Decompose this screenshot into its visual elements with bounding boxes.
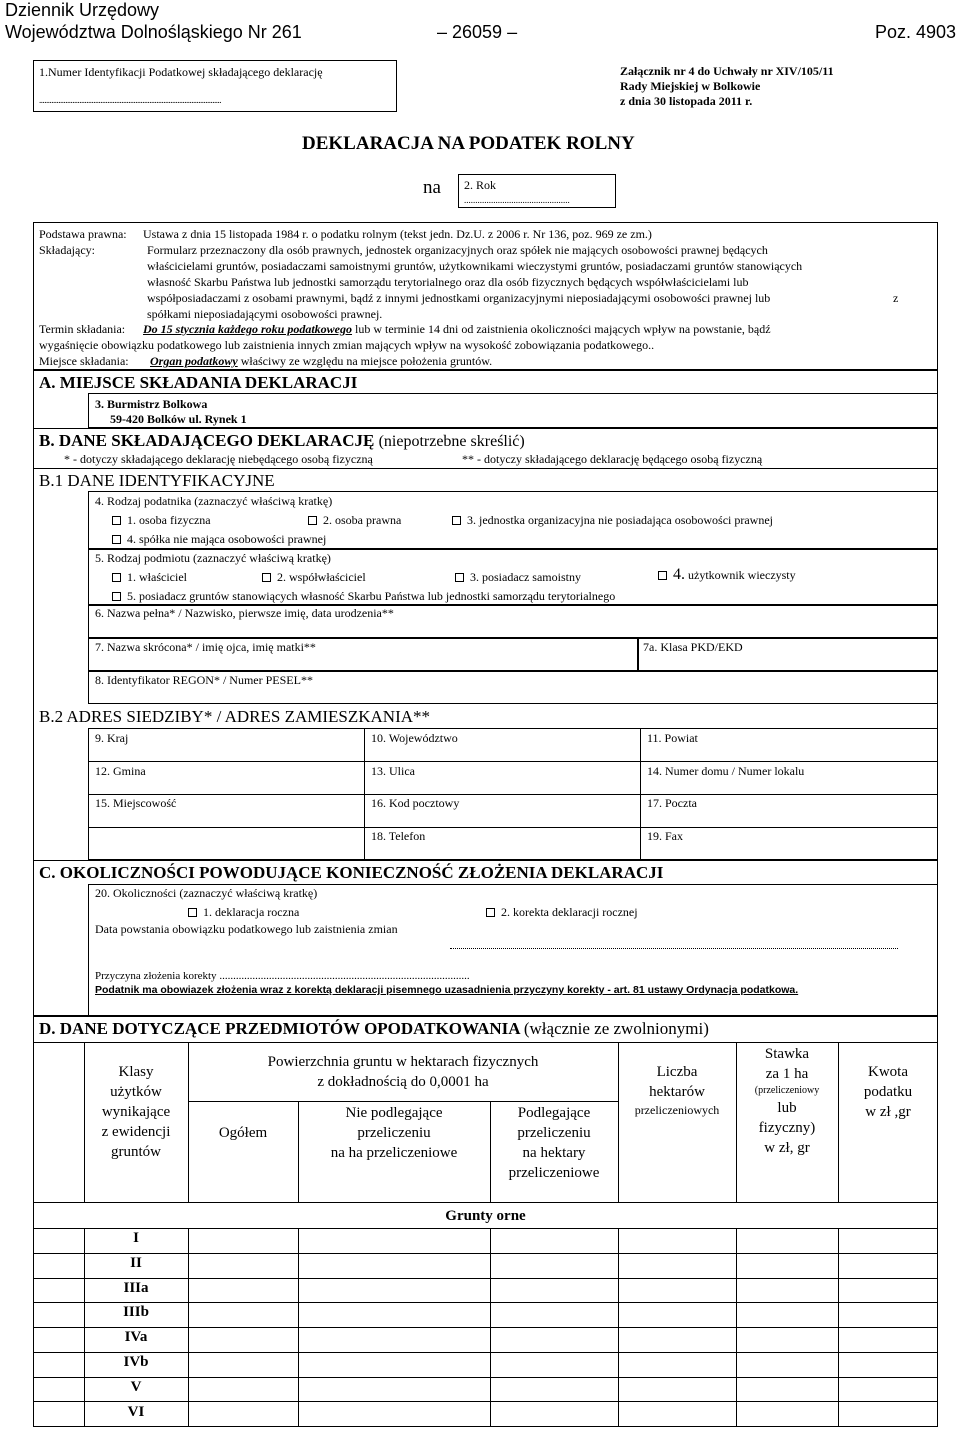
section-c-title: C. OKOLICZNOŚCI POWODUJĄCE KONIECZNOŚĆ ZŁOŻENIA DEKLARACJI (39, 863, 664, 882)
filer-z: z (893, 291, 899, 305)
county-field[interactable]: 11. Powiat (647, 731, 698, 745)
house-number-field[interactable]: 14. Numer domu / Numer lokalu (647, 764, 805, 778)
section-b-note2: ** - dotyczy składającego deklarację będącego osobą fizyczną (462, 452, 763, 466)
header-line: Stawka (764, 1046, 810, 1062)
option-label: 5. posiadacz gruntów stanowiących własność Skarbu Państwa lub jednostki samorządu terytorialnego (127, 589, 616, 603)
section-d-title (39, 1020, 709, 1038)
obligation-date-line[interactable] (450, 948, 898, 949)
deadline-text (143, 322, 771, 336)
deadline-rest: lub w terminie 14 dni od zaistnienia okoliczności mających wpływ na powstanie, bądź (352, 322, 771, 336)
option-label: 1. właściciel (127, 570, 187, 584)
divider (33, 428, 938, 429)
section-b-note1: * - dotyczy składającego deklarację niebędącego osobą fizyczną (64, 452, 373, 466)
option-label: użytkownik wieczysty (688, 568, 796, 582)
header-line: lub (777, 1100, 797, 1116)
header-hectares (618, 1062, 736, 1118)
deadline-label: Termin składania: (39, 322, 126, 336)
header-line: Klasy (118, 1064, 154, 1080)
country-field[interactable]: 9. Kraj (95, 731, 129, 745)
year-na: na (423, 177, 441, 198)
header-line: z ewidencji (101, 1124, 171, 1140)
divider (33, 1202, 938, 1203)
divider (88, 794, 938, 795)
header-not-converted (298, 1103, 490, 1163)
circumstances-field (88, 884, 938, 1016)
voivodeship-title: Województwa Dolnośląskiego Nr 261 (5, 22, 302, 42)
section-b1-title: B.1 DANE IDENTYFIKACYJNE (39, 471, 275, 490)
entity-option-1[interactable] (112, 570, 187, 584)
entity-type-label: 5. Rodzaj podmiotu (zaznaczyć właściwą kratkę) (95, 551, 331, 565)
option-number: 4. (673, 566, 685, 583)
entity-option-4[interactable] (658, 568, 796, 582)
header-total: Ogółem (218, 1125, 268, 1141)
full-name-label: 6. Nazwa pełna* / Nazwisko, pierwsze imię, data urodzenia** (95, 606, 394, 620)
filer-line: własność Skarbu Państwa lub jednostki samorządu terytorialnego oraz dla osób fizycznych będących współwłaścicielami lub (147, 275, 749, 289)
section-d-title-note: (włącznie ze zwolnionymi) (523, 1019, 709, 1038)
checkbox[interactable] (188, 908, 197, 917)
section-b-title-text: B. DANE SKŁADAJĄCEGO DEKLARACJĘ (39, 431, 375, 450)
entity-option-3[interactable] (455, 570, 581, 584)
filer-line: współposiadaczami z osobami prawnymi, bądź z innymi jednostkami organizacyjnymi nieposiadającymi osobowości prawnej lub (147, 291, 771, 305)
divider (33, 860, 938, 861)
divider (640, 728, 641, 860)
header-line: z dokładnością do 0,0001 ha (317, 1074, 489, 1090)
annual-declaration-option[interactable] (188, 905, 299, 919)
header-classes (84, 1062, 188, 1162)
class-row-label: IVa (124, 1329, 148, 1345)
section-a-title: A. MIEJSCE SKŁADANIA DEKLARACJI (39, 373, 358, 392)
place-emphasis: Organ podatkowy (150, 354, 238, 368)
journal-title: Dziennik Urzędowy (5, 0, 160, 20)
header-line: za 1 ha (765, 1066, 809, 1082)
divider (88, 761, 938, 762)
divider (33, 1327, 938, 1328)
checkbox[interactable] (658, 571, 667, 580)
year-box[interactable] (458, 174, 616, 208)
correction-note: Podatnik ma obowiazek złożenia wraz z korektą deklaracji pisemnego uzasadnienia przyczyny korekty - art. 81 ustawy Ordynacja podatkowa. (95, 984, 799, 996)
taxpayer-option-1[interactable] (112, 513, 211, 527)
basis-label: Podstawa prawna: (39, 227, 127, 241)
section-d-title-text: D. DANE DOTYCZĄCE PRZEDMIOTÓW OPODATKOWANIA (39, 1019, 520, 1038)
header-line: Podlegające (517, 1105, 591, 1121)
option-label: 2. korekta deklaracji rocznej (501, 905, 638, 919)
divider (364, 728, 365, 860)
section-b-title (39, 432, 525, 451)
class-row-label: IIIa (123, 1280, 149, 1296)
class-row-label: IVb (123, 1354, 149, 1370)
city-field[interactable]: 15. Miejscowość (95, 796, 177, 810)
phone-field[interactable]: 18. Telefon (371, 829, 426, 843)
option-label: 4. spółka nie mająca osobowości prawnej (127, 532, 327, 546)
short-name-label: 7. Nazwa skrócona* / imię ojca, imię matki** (95, 640, 316, 654)
header-area (188, 1052, 618, 1092)
deadline-emphasis: Do 15 stycznia każdego roku podatkowego (143, 322, 353, 336)
taxpayer-option-2[interactable] (308, 513, 401, 527)
header-line: (przeliczeniowy (754, 1085, 820, 1096)
header-line: na ha przeliczeniowe (330, 1145, 458, 1161)
class-row-label: V (130, 1379, 142, 1395)
divider (33, 468, 938, 469)
class-row-label: VI (127, 1404, 145, 1420)
divider (33, 1253, 938, 1254)
checkbox[interactable] (112, 573, 121, 582)
deadline-line2: wygaśnięcie obowiązku podatkowego lub zaistnienia innych zmian mających wpływ na wysokość zobowiązania podatkowego.. (39, 338, 655, 352)
place-text (150, 354, 492, 368)
checkbox[interactable] (486, 908, 495, 917)
section-b-title-note: (niepotrzebne skreślić) (378, 433, 525, 450)
entity-option-5[interactable] (112, 589, 615, 603)
attachment-line1: Załącznik nr 4 do Uchwały nr XIV/105/11 (620, 64, 834, 78)
divider (188, 1101, 618, 1102)
header-line: na hektary (522, 1145, 586, 1161)
fax-field[interactable]: 19. Fax (647, 829, 683, 843)
option-label: 1. osoba fizyczna (127, 513, 211, 527)
basis-text: Ustawa z dnia 15 listopada 1984 r. o podatku rolnym (tekst jedn. Dz.U. z 2006 r. Nr 136, poz. 969 ze zm.) (143, 227, 652, 241)
header-line: przeliczeniowe (508, 1165, 600, 1181)
filer-line: spółkami nieposiadającymi osobowości prawnej. (147, 307, 383, 321)
header-amount (838, 1062, 938, 1122)
circumstances-label: 20. Okoliczności (zaznaczyć właściwą kratkę) (95, 886, 318, 900)
header-line: hektarów (649, 1084, 705, 1100)
commune-field[interactable]: 12. Gmina (95, 764, 146, 778)
divider (88, 827, 938, 828)
attachment-line3: z dnia 30 listopada 2011 r. (620, 94, 753, 108)
option-label: 3. posiadacz samoistny (470, 570, 581, 584)
class-row-label: I (133, 1230, 139, 1246)
taxpayer-option-4[interactable] (112, 532, 326, 546)
class-row-label: II (130, 1255, 142, 1271)
postal-code-field[interactable]: 16. Kod pocztowy (371, 796, 460, 810)
checkbox[interactable] (112, 592, 121, 601)
post-office-field[interactable]: 17. Poczta (647, 796, 697, 810)
checkbox[interactable] (308, 516, 317, 525)
checkbox[interactable] (112, 535, 121, 544)
checkbox[interactable] (455, 573, 464, 582)
office-name: 3. Burmistrz Bolkowa (95, 397, 208, 411)
option-label: 2. osoba prawna (323, 513, 402, 527)
pkd-label: 7a. Klasa PKD/EKD (643, 640, 743, 654)
taxpayer-type-label: 4. Rodzaj podatnika (zaznaczyć właściwą kratkę) (95, 494, 333, 508)
office-address: 59-420 Bolków ul. Rynek 1 (110, 412, 247, 426)
section-b2-title: B.2 ADRES SIEDZIBY* / ADRES ZAMIESZKANIA** (39, 707, 431, 726)
correction-reason-label (95, 969, 470, 983)
class-row-label: IIIb (123, 1304, 149, 1320)
declaration-title: DEKLARACJA NA PODATEK ROLNY (302, 133, 635, 154)
year-dots: ............................................... (464, 195, 570, 205)
divider (33, 1228, 938, 1229)
divider (33, 1352, 938, 1353)
reason-dots[interactable]: ........................................................................................... (219, 970, 470, 982)
voivodeship-field[interactable]: 10. Województwo (371, 731, 458, 745)
place-rest: właściwy ze względu na miejsce położenia gruntów. (237, 354, 493, 368)
attachment-line2: Rady Miejskiej w Bolkowie (620, 79, 761, 93)
page-number: – 26059 – (437, 22, 518, 42)
header-line: w zł ,gr (865, 1104, 911, 1120)
divider (33, 1401, 938, 1402)
header-line: przeliczeniu (357, 1125, 431, 1141)
header-line: Liczba (656, 1064, 698, 1080)
header-line: Kwota (868, 1064, 908, 1080)
filer-line: Formularz przeznaczony dla osób prawnych, jednostek organizacyjnych oraz spółek nie mających osobowości prawnej będących (147, 243, 768, 257)
nip-dots: ........................................................................................................ (39, 95, 221, 105)
correction-option[interactable] (486, 905, 638, 919)
year-label: 2. Rok (464, 178, 497, 192)
header-rate (736, 1044, 838, 1158)
street-field[interactable]: 13. Ulica (371, 764, 415, 778)
header-line: Nie podlegające (345, 1105, 443, 1121)
nip-box[interactable] (33, 60, 397, 112)
header-line: wynikające (101, 1104, 171, 1120)
group-arable-land: Grunty orne (445, 1208, 526, 1224)
option-label: 3. jednostka organizacyjna nie posiadająca osobowości prawnej (467, 513, 774, 527)
entity-option-2[interactable] (262, 570, 366, 584)
header-line: przeliczeniu (517, 1125, 591, 1141)
option-label: 2. współwłaściciel (277, 570, 366, 584)
divider (33, 1302, 938, 1303)
header-line: gruntów (111, 1144, 161, 1160)
place-label: Miejsce składania: (39, 354, 129, 368)
filer-line: właścicielami gruntów, posiadaczami samoistnymi gruntów, użytkownikami wieczystymi gruntów, posiadaczami gruntów stanowiących (147, 259, 803, 273)
header-line: podatku (863, 1084, 913, 1100)
header-line: w zł, gr (764, 1140, 810, 1156)
obligation-date-label: Data powstania obowiązku podatkowego lub zaistnienia zmian (95, 922, 398, 936)
divider (33, 1042, 938, 1043)
filer-label: Składający: (39, 243, 95, 257)
divider (33, 1377, 938, 1378)
header-line: użytków (110, 1084, 162, 1100)
header-line: fizyczny) (758, 1120, 816, 1136)
reason-label-text: Przyczyna złożenia korekty (95, 970, 217, 982)
checkbox[interactable] (262, 573, 271, 582)
header-line: Powierzchnia gruntu w hektarach fizycznych (267, 1054, 539, 1070)
divider (33, 1278, 938, 1279)
taxpayer-option-3[interactable] (452, 513, 773, 527)
checkbox[interactable] (112, 516, 121, 525)
option-label: 1. deklaracja roczna (203, 905, 300, 919)
nip-label: 1.Numer Identyfikacji Podatkowej składającego deklarację (39, 65, 323, 79)
header-converted (490, 1103, 618, 1183)
position-number: Poz. 4903 (874, 22, 956, 42)
regon-label: 8. Identyfikator REGON* / Numer PESEL** (95, 673, 313, 687)
checkbox[interactable] (452, 516, 461, 525)
header-line: przeliczeniowych (634, 1103, 720, 1117)
